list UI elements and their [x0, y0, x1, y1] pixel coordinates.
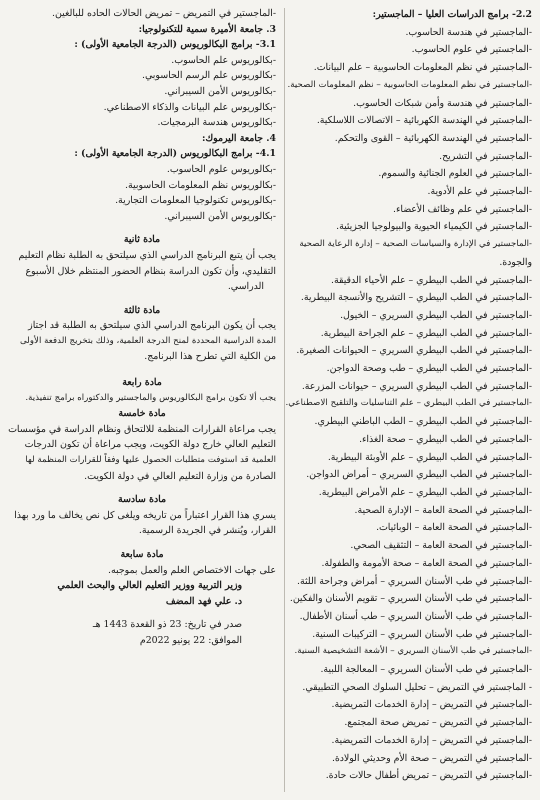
right-column-line: -الماجستير في التمريض – صحة الأم وحديثي الولادة. — [331, 752, 532, 764]
left-column-line: -بكالوريوس علوم الحاسوب. — [166, 163, 276, 175]
right-column-line: -الماجستير في الصحة العامة – الإدارة الصحية. — [354, 504, 532, 516]
right-column-line: -الماجستير في الطب البيطري – علم الجراحة البيطرية. — [320, 327, 532, 339]
right-column-line: -الماجستير في الطب البيطري – علم التناسليات والتلقيح الاصطناعي. — [285, 398, 532, 409]
left-column-line: مادة سابعة — [120, 549, 164, 560]
right-column-line: -الماجستير في الصحة العامة – صحة الأمومة والطفولة. — [321, 557, 532, 569]
left-column-line: -الماجستير في التمريض – تمريض الحالات الحاده للبالغين. — [52, 8, 276, 19]
right-column-line: -الماجستير في التشريح. — [439, 150, 532, 162]
right-column-line: -الماجستير في الطب البيطري – الطب الباطني البيطري. — [314, 416, 532, 428]
right-column-line: -الماجستير في طب الأسنان السريري – المعالجة اللبية. — [320, 664, 532, 676]
left-column-line: 3. جامعة الأميرة سمية للتكنولوجيا: — [138, 23, 276, 35]
left-column-line: -بكالوريوس تكنولوجيا المعلومات التجارية. — [115, 195, 276, 207]
left-column-line: المدة الدراسية المحددة لمنح الدرجة العلمية، وذلك بتخريج الدفعة الأولى — [19, 335, 276, 346]
left-column-line: د. علي فهد المضف — [165, 595, 242, 607]
left-column-line: يسري هذا القرار اعتباراً من تاريخه ويلغى كل نص يخالف ما ورد بهذا — [14, 509, 276, 521]
right-column-line: -الماجستير في الطب البيطري السريري – حيوانات المزرعة. — [301, 380, 532, 392]
right-column-line: -الماجستير في الهندسة الكهربائية – الاتصالات اللاسلكية. — [316, 115, 532, 127]
left-column-line: من الكلية التي تطرح هذا البرنامج. — [144, 351, 276, 363]
left-column-line: يجب مراعاة القرارات المنظمة للالتحاق ونظام الدراسة في مؤسسات — [8, 423, 276, 435]
left-column-line: الدراسي. — [227, 281, 264, 293]
right-column-line: -الماجستير في الطب البيطري – علم الأحياء الدقيقة. — [331, 274, 532, 286]
right-column-line: -الماجستير في الطب البيطري – علم الأوبئة البيطرية. — [327, 451, 532, 463]
left-column-line: -بكالوريوس هندسة البرمجيات. — [157, 117, 276, 129]
left-column-line: -بكالوريوس نظم المعلومات الحاسوبية. — [125, 179, 276, 191]
left-column-line: مادة سادسة — [118, 494, 166, 506]
right-column-line: -الماجستير في علوم الحاسوب. — [411, 44, 532, 56]
right-column-line: -الماجستير في علم وظائف الأعضاء. — [393, 203, 532, 215]
left-column-line: يجب أن يكون البرنامج الدراسي الذي سيلتحق به الطلبة قد اجتاز — [28, 320, 276, 332]
right-column-line: -الماجستير في الطب البيطري – طب وصحة الدواجن. — [326, 363, 532, 375]
right-column-line: -الماجستير في طب الأسنان السريري – أمراض وجراحة اللثة. — [297, 575, 532, 587]
left-column-line: الصادرة من وزارة التعليم العالي في دولة الكويت. — [84, 470, 276, 482]
left-column-line: الموافق: 22 يونيو 2022م — [139, 634, 242, 646]
left-column-line: 3.1- برامج البكالوريوس (الدرجة الجامعية الأولى) : — [74, 39, 276, 51]
left-column-line: العلمية قد استوفت متطلبات الحصول عليها وفقاً للقرارات المنظمة لها — [25, 455, 276, 466]
left-column-line: -بكالوريوس علم الحاسوب. — [171, 54, 276, 66]
left-column-line: على جهات الاختصاص العلم والعمل بموجبه. — [108, 564, 276, 576]
left-column-line: مادة خامسة — [118, 408, 166, 420]
right-column-line: -الماجستير في الطب البيطري – علم الأمراض البيطرية. — [318, 486, 532, 498]
left-column-line: -بكالوريوس علم الرسم الحاسوبي. — [141, 70, 276, 82]
right-column-line: -الماجستير في الطب البيطري السريري – أمراض الدواجن. — [306, 469, 532, 481]
column-divider — [284, 8, 285, 792]
right-column-line: والجودة. — [499, 256, 532, 268]
right-column-line: -الماجستير في طب الأسنان السريري – التركيبات السنية. — [312, 628, 532, 640]
right-column-line: -الماجستير في الصحة العامة – الوبائيات. — [376, 522, 532, 534]
left-column — [8, 6, 276, 649]
left-column-line: يجب أن يتبع البرنامج الدراسي الذي سيلتحق به الطلبة نظام التعليم — [18, 249, 276, 261]
right-column-line: -الماجستير في هندسة الحاسوب. — [405, 26, 532, 38]
right-column-line: -الماجستير في هندسة وأمن شبكات الحاسوب. — [353, 97, 532, 109]
right-column — [256, 6, 532, 785]
right-column-line: -الماجستير في طب الأسنان السريري – طب أسنان الأطفال. — [299, 610, 532, 622]
right-column-line: -الماجستير في الطب البيطري السريري – الخيول. — [340, 309, 532, 321]
right-column-line: -الماجستير في نظم المعلومات الحاسوبية – نظم المعلومات الصحية. — [287, 79, 532, 90]
left-column-line: -بكالوريوس علم البيانات والذكاء الاصطناعي. — [103, 101, 276, 113]
left-column-line: -بكالوريوس الأمن السيبراني. — [164, 210, 276, 222]
right-column-line: -الماجستير في طب الأسنان السريري – الأشعة التشخيصية السنية. — [294, 646, 532, 657]
right-column-line: 2.2- برامج الدراسات العليا – الماجستير: — [372, 9, 532, 20]
right-column-line: -الماجستير في التمريض – تمريض أطفال حالات حادة. — [325, 770, 532, 782]
right-column-line: -الماجستير في الطب البيطري السريري – الحيوانات الصغيرة. — [296, 345, 532, 357]
right-column-line: -الماجستير في الصحة العامة – التثقيف الصحي. — [350, 540, 532, 552]
right-column-line: -الماجستير في التمريض – إدارة الخدمات التمريضية. — [331, 734, 532, 746]
left-column-line: وزير التربية ووزير التعليم العالي والبحث العلمي — [57, 580, 242, 592]
right-column-line: - الماجستير في التمريض – تحليل السلوك الصحي التطبيقي. — [302, 681, 532, 693]
left-column-line: التعليم العالي خارج دولة الكويت، ويجب مراعاة أن تكون الدرجات — [24, 439, 276, 451]
right-column-line: -الماجستير في طب الأسنان السريري – تقويم الأسنان والفكين. — [289, 593, 532, 605]
left-column-line: مادة ثالثة — [123, 304, 161, 316]
left-column-line: مادة رابعة — [122, 377, 162, 389]
right-column-line: -الماجستير في علم الأدوية. — [427, 186, 532, 198]
right-column-line: -الماجستير في الطب البيطري – صحة الغذاء. — [359, 433, 532, 445]
right-column-line: -الماجستير في الإدارة والسياسات الصحية – إدارة الرعاية الصحية — [299, 239, 532, 250]
right-column-line: -الماجستير في الهندسة الكهربائية – القوى والتحكم. — [334, 132, 532, 144]
right-column-line: -الماجستير في التمريض – تمريض صحة المجتمع. — [344, 717, 532, 729]
right-column-line: -الماجستير في نظم المعلومات الحاسوبية – علم البيانات. — [313, 62, 532, 74]
left-column-line: 4. جامعة اليرموك: — [201, 132, 276, 144]
left-column-line: التقليدي، وأن تكون الدراسة بنظام الحضور المنتظم خلال الأسبوع — [25, 265, 276, 277]
left-column-line: -بكالوريوس الأمن السيبراني. — [164, 85, 276, 97]
left-column-line: صدر في تاريخ: 23 ذو القعدة 1443 هـ — [92, 619, 242, 631]
left-column-line: يجب ألا تكون برامج البكالوريوس والماجستير والدكتوراه برامج تنفيذية. — [25, 392, 276, 403]
right-column-line: -الماجستير في التمريض – إدارة الخدمات التمريضية. — [331, 699, 532, 711]
left-column-line: 4.1- برامج البكالوريوس (الدرجة الجامعية الأولى) : — [74, 148, 276, 160]
right-column-line: -الماجستير في الطب البيطري – التشريح والأنسجة البيطرية. — [300, 292, 532, 304]
right-column-line: -الماجستير في العلوم الجنائية والسموم. — [378, 168, 532, 180]
right-column-line: -الماجستير في الكيمياء الحيوية والبيولوجيا الجزيئية. — [336, 221, 532, 233]
left-column-line: مادة ثانية — [123, 234, 161, 246]
left-column-line: القرار، ويُنشر في الجريدة الرسمية. — [138, 525, 276, 537]
